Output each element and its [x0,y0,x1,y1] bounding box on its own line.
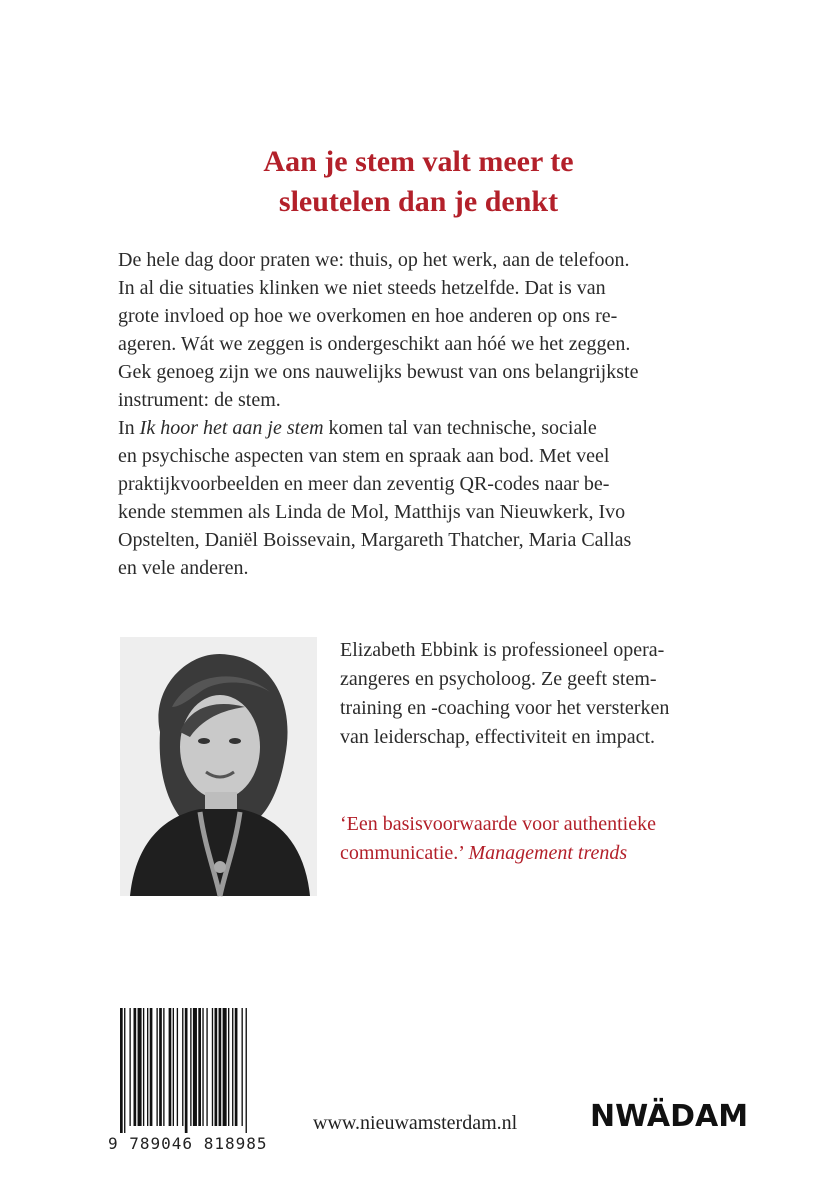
barcode-bar [138,1008,142,1126]
barcode-bar [173,1008,174,1126]
blurb-line: ageren. Wát we zeggen is ondergeschikt aan hóé we het zeggen. [118,333,631,355]
blurb-line-title [118,414,728,442]
barcode-bar [246,1008,247,1133]
blurb-suffix: komen tal van technische, sociale [323,417,597,439]
barcode-bar [150,1008,153,1126]
blurb-line: In al die situaties klinken we niet steeds hetzelfde. Dat is van [118,277,606,299]
quote-line-2 [340,839,740,868]
logo-text: NWÄDAM [590,1099,749,1134]
blurb-line: praktijkvoorbeelden en meer dan zeventig QR-codes naar be- [118,473,610,495]
barcode-bar [156,1008,157,1126]
barcode-bar [215,1008,218,1126]
quote-source: Management trends [468,842,628,864]
author-photo [120,637,317,896]
barcode-bar [202,1008,203,1126]
blurb-line: instrument: de stem. [118,389,281,411]
quote-text: communicatie.’ [340,842,469,864]
barcode-bar [193,1008,197,1126]
barcode-bar [228,1008,229,1126]
quote-line-1: ‘Een basisvoorwaarde voor authentieke [340,813,656,835]
bio-line: Elizabeth Ebbink is professioneel opera- [340,639,665,661]
author-bio [340,636,740,752]
blurb-prefix: In [118,417,140,439]
barcode-bar [124,1008,125,1133]
blurb-line: Gek genoeg zijn we ons nauwelijks bewust van ons belangrijkste [118,361,639,383]
barcode-bar [223,1008,227,1126]
barcode-bar [198,1008,201,1126]
isbn-digits: 9 789046 818985 [108,1134,268,1153]
headline [120,142,717,222]
publisher-logo [590,1093,749,1134]
blurb-line: grote invloed op hoe we overkomen en hoe anderen op ons re- [118,305,618,327]
blurb-line: en psychische aspecten van stem en spraak aan bod. Met veel [118,445,610,467]
blurb-line: en vele anderen. [118,557,249,579]
barcode-bar [134,1008,137,1126]
barcode-bar [219,1008,222,1126]
publisher-website: www.nieuwamsterdam.nl [313,1112,518,1134]
barcode-bar [120,1008,123,1133]
barcode-bar [212,1008,213,1126]
barcode-bar [163,1008,164,1126]
bio-line: zangeres en psycholoog. Ze geeft stem- [340,668,657,690]
blurb-line: kende stemmen als Linda de Mol, Matthijs van Nieuwkerk, Ivo [118,501,626,523]
headline-line-2: sleutelen dan je denkt [278,185,559,218]
barcode-bar [185,1008,188,1133]
barcode [118,1008,286,1133]
barcode-bar [190,1008,191,1126]
barcode-bar [235,1008,238,1126]
book-title: Ik hoor het aan je stem [139,417,324,439]
barcode-bar [206,1008,207,1126]
barcode-bar [169,1008,172,1126]
bio-line: training en -coaching voor het versterken [340,697,670,719]
blurb-line: De hele dag door praten we: thuis, op het werk, aan de telefoon. [118,249,630,271]
barcode-bar [143,1008,144,1126]
review-quote [340,810,740,868]
barcode-bar [159,1008,162,1126]
barcode-bar [177,1008,178,1126]
headline-line-1: Aan je stem valt meer te [263,145,574,178]
barcode-bar [129,1008,130,1126]
blurb [118,246,728,582]
barcode-bar [147,1008,148,1126]
barcode-bar [182,1008,183,1126]
barcode-bar [242,1008,243,1126]
barcode-bar [232,1008,233,1126]
bio-line: van leiderschap, effectiviteit en impact. [340,726,656,748]
blurb-line: Opstelten, Daniël Boissevain, Margareth Thatcher, Maria Callas [118,529,632,551]
